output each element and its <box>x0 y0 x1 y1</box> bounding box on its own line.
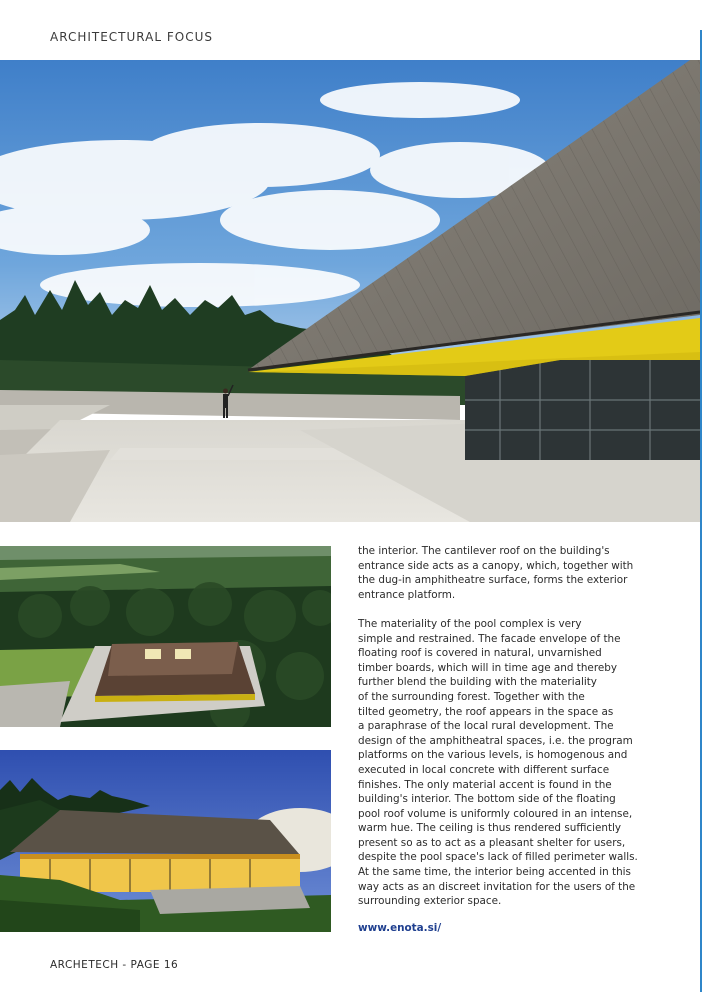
website-link[interactable]: www.enota.si/ <box>358 922 442 934</box>
pool-night-exterior-photo <box>0 750 331 932</box>
text-line: entrance platform. <box>358 588 456 601</box>
text-line: design of the amphitheatral spaces, i.e. the program <box>358 734 633 747</box>
text-line: of the surrounding forest. Together with the <box>358 690 585 703</box>
article-body <box>358 544 648 923</box>
text-line: warm hue. The ceiling is thus rendered sufficiently <box>358 822 622 835</box>
section-label: ARCHITECTURAL FOCUS <box>50 30 213 44</box>
text-line: further blend the building with the materiality <box>358 676 597 689</box>
text-line: a paraphrase of the local rural development. The <box>358 720 614 733</box>
text-line: At the same time, the interior being accented in this <box>358 866 631 879</box>
text-line: timber boards, which will in time age and thereby <box>358 661 617 674</box>
text-line: pool roof volume is uniformly coloured in an intense, <box>358 807 633 820</box>
text-line: the dug-in amphitheatre surface, forms the exterior <box>358 574 628 587</box>
text-line: building's interior. The bottom side of the floating <box>358 793 616 806</box>
text-line: tilted geometry, the roof appears in the space as <box>358 705 614 718</box>
article-paragraph-2 <box>358 617 648 909</box>
aerial-forest-pool-photo <box>0 546 331 727</box>
article-paragraph-1 <box>358 544 648 602</box>
text-line: finishes. The only material accent is found in the <box>358 778 612 791</box>
text-line: executed in local concrete with different surface <box>358 763 610 776</box>
text-line: the interior. The cantilever roof on the building's <box>358 545 610 557</box>
text-line: floating roof is covered in natural, unvarnished <box>358 647 602 660</box>
pool-roof-terrace-photo <box>0 60 700 522</box>
page-footer: ARCHETECH - PAGE 16 <box>50 959 179 971</box>
text-line: platforms on the various levels, is homogenous and <box>358 749 628 762</box>
text-line: entrance side acts as a canopy, which, together with <box>358 559 634 572</box>
text-line: The materiality of the pool complex is very <box>358 617 582 630</box>
text-line: surrounding exterior space. <box>358 895 502 908</box>
text-line: despite the pool space's lack of filled perimeter walls. <box>358 851 638 864</box>
text-line: way acts as an discreet invitation for the users of the <box>358 880 636 893</box>
text-line: present so as to act as a pleasant shelter for users, <box>358 836 626 849</box>
text-line: simple and restrained. The facade envelope of the <box>358 632 621 645</box>
